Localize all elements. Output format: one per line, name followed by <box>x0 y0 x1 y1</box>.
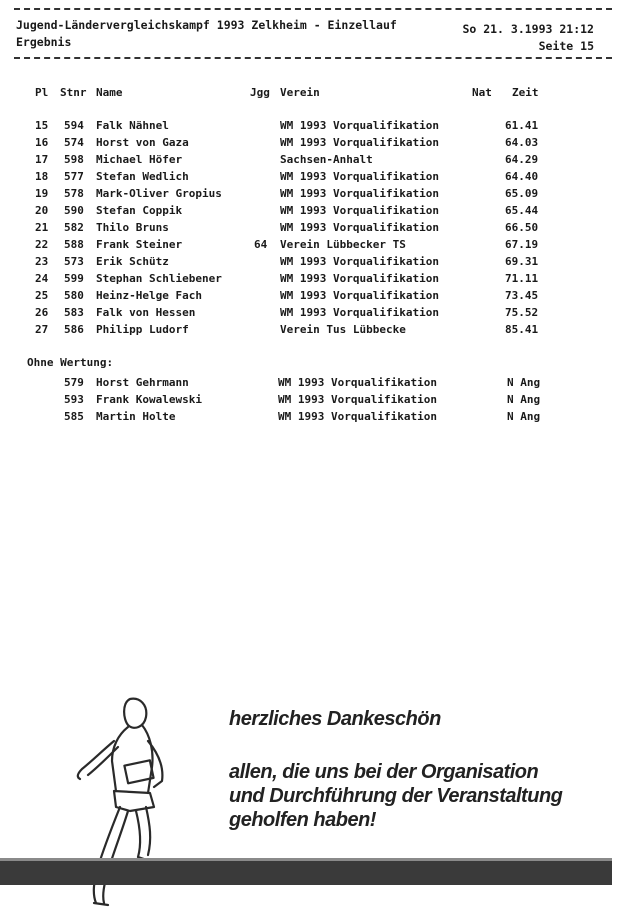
cell-zeit: 64.29 <box>505 153 539 166</box>
cell-verein: Sachsen-Anhalt <box>280 153 373 166</box>
cell-verein: WM 1993 Vorqualifikation <box>280 306 439 319</box>
cell-stnr: 588 <box>64 238 84 251</box>
table-row <box>0 187 638 204</box>
cell-name: Frank Kowalewski <box>96 393 202 406</box>
column-headers <box>0 86 638 103</box>
cell-name: Stefan Coppik <box>96 204 183 217</box>
cell-zeit: N Ang <box>507 393 541 406</box>
cell-verein: WM 1993 Vorqualifikation <box>278 410 437 423</box>
cell-zeit: 65.44 <box>505 204 539 217</box>
table-row <box>0 323 638 340</box>
cell-verein: WM 1993 Vorqualifikation <box>280 119 439 132</box>
table-row <box>0 376 638 393</box>
cell-stnr: 598 <box>64 153 84 166</box>
cell-zeit: 67.19 <box>505 238 539 251</box>
cell-verein: WM 1993 Vorqualifikation <box>280 289 439 302</box>
cell-name: Philipp Ludorf <box>96 323 189 336</box>
cell-verein: WM 1993 Vorqualifikation <box>278 376 437 389</box>
column-header-jgg: Jgg <box>250 86 270 99</box>
thanks-line-3: geholfen haben! <box>229 809 376 831</box>
thanks-heading: herzliches Dankeschön <box>229 708 441 730</box>
cell-pl: 24 <box>35 272 49 285</box>
cell-pl: 16 <box>35 136 49 149</box>
cell-pl: 19 <box>35 187 49 200</box>
cell-verein: Verein Tus Lübbecke <box>280 323 406 336</box>
cell-verein: WM 1993 Vorqualifikation <box>280 187 439 200</box>
cell-stnr: 574 <box>64 136 84 149</box>
cell-verein: WM 1993 Vorqualifikation <box>278 393 437 406</box>
bottom-bar <box>0 861 612 885</box>
cell-verein: WM 1993 Vorqualifikation <box>280 255 439 268</box>
cell-name: Stefan Wedlich <box>96 170 189 183</box>
print-datetime: So 21. 3.1993 21:12 <box>462 22 594 36</box>
cell-stnr: 573 <box>64 255 84 268</box>
cell-zeit: 73.45 <box>505 289 539 302</box>
cell-stnr: 593 <box>64 393 84 406</box>
ohne-wertung-label-row <box>0 356 638 373</box>
cell-zeit: N Ang <box>507 410 541 423</box>
cell-pl: 20 <box>35 204 49 217</box>
table-row <box>0 272 638 289</box>
column-header-zeit: Zeit <box>512 86 539 99</box>
cell-verein: WM 1993 Vorqualifikation <box>280 136 439 149</box>
cell-pl: 23 <box>35 255 49 268</box>
cell-jgg: 64 <box>254 238 268 251</box>
cell-stnr: 586 <box>64 323 84 336</box>
cell-zeit: 85.41 <box>505 323 539 336</box>
cell-zeit: 64.40 <box>505 170 539 183</box>
table-row <box>0 204 638 221</box>
cell-pl: 21 <box>35 221 49 234</box>
cell-verein: WM 1993 Vorqualifikation <box>280 272 439 285</box>
cell-zeit: 75.52 <box>505 306 539 319</box>
cell-stnr: 578 <box>64 187 84 200</box>
cell-name: Mark-Oliver Gropius <box>96 187 222 200</box>
column-header-verein: Verein <box>280 86 320 99</box>
table-row <box>0 255 638 272</box>
cell-name: Heinz-Helge Fach <box>96 289 202 302</box>
document-subtitle: Ergebnis <box>16 35 72 49</box>
top-dashed-rule <box>14 8 612 10</box>
column-header-name: Name <box>96 86 123 99</box>
page-number: Seite 15 <box>538 39 594 53</box>
cell-verein: WM 1993 Vorqualifikation <box>280 221 439 234</box>
cell-stnr: 594 <box>64 119 84 132</box>
table-row <box>0 119 638 136</box>
thanks-line-1: allen, die uns bei der Organisation <box>229 761 539 783</box>
table-row <box>0 306 638 323</box>
cell-name: Falk Nähnel <box>96 119 169 132</box>
cell-name: Stephan Schliebener <box>96 272 222 285</box>
cell-pl: 15 <box>35 119 49 132</box>
document-title: Jugend-Ländervergleichskampf 1993 Zelkheim - Einzellauf <box>16 18 397 32</box>
column-header-nat: Nat <box>472 86 492 99</box>
table-row <box>0 153 638 170</box>
cell-stnr: 585 <box>64 410 84 423</box>
cell-pl: 25 <box>35 289 49 302</box>
cell-name: Horst Gehrmann <box>96 376 189 389</box>
table-row <box>0 393 638 410</box>
cell-verein: Verein Lübbecker TS <box>280 238 406 251</box>
column-header-pl: Pl <box>35 86 49 99</box>
cell-zeit: 61.41 <box>505 119 539 132</box>
cell-stnr: 599 <box>64 272 84 285</box>
table-row <box>0 170 638 187</box>
table-row <box>0 221 638 238</box>
table-row <box>0 410 638 427</box>
table-row <box>0 289 638 306</box>
cell-stnr: 577 <box>64 170 84 183</box>
cell-name: Erik Schütz <box>96 255 169 268</box>
cell-name: Thilo Bruns <box>96 221 169 234</box>
table-row <box>0 136 638 153</box>
cell-zeit: 69.31 <box>505 255 539 268</box>
cell-name: Michael Höfer <box>96 153 183 166</box>
cell-stnr: 583 <box>64 306 84 319</box>
cell-stnr: 580 <box>64 289 84 302</box>
cell-pl: 17 <box>35 153 49 166</box>
cell-zeit: 71.11 <box>505 272 539 285</box>
cell-stnr: 590 <box>64 204 84 217</box>
cell-stnr: 582 <box>64 221 84 234</box>
cell-pl: 26 <box>35 306 49 319</box>
cell-verein: WM 1993 Vorqualifikation <box>280 204 439 217</box>
cell-pl: 18 <box>35 170 49 183</box>
cell-zeit: 64.03 <box>505 136 539 149</box>
cell-name: Frank Steiner <box>96 238 183 251</box>
cell-name: Martin Holte <box>96 410 176 423</box>
cell-pl: 22 <box>35 238 49 251</box>
cell-name: Falk von Hessen <box>96 306 196 319</box>
header-dashed-rule <box>14 57 612 59</box>
cell-zeit: 65.09 <box>505 187 539 200</box>
cell-zeit: N Ang <box>507 376 541 389</box>
cell-name: Horst von Gaza <box>96 136 189 149</box>
ohne-wertung-label: Ohne Wertung: <box>27 356 114 369</box>
cell-verein: WM 1993 Vorqualifikation <box>280 170 439 183</box>
table-row <box>0 238 638 255</box>
thanks-line-2: und Durchführung der Veranstaltung <box>229 785 563 807</box>
cell-stnr: 579 <box>64 376 84 389</box>
column-header-stnr: Stnr <box>60 86 87 99</box>
cell-zeit: 66.50 <box>505 221 539 234</box>
cell-pl: 27 <box>35 323 49 336</box>
